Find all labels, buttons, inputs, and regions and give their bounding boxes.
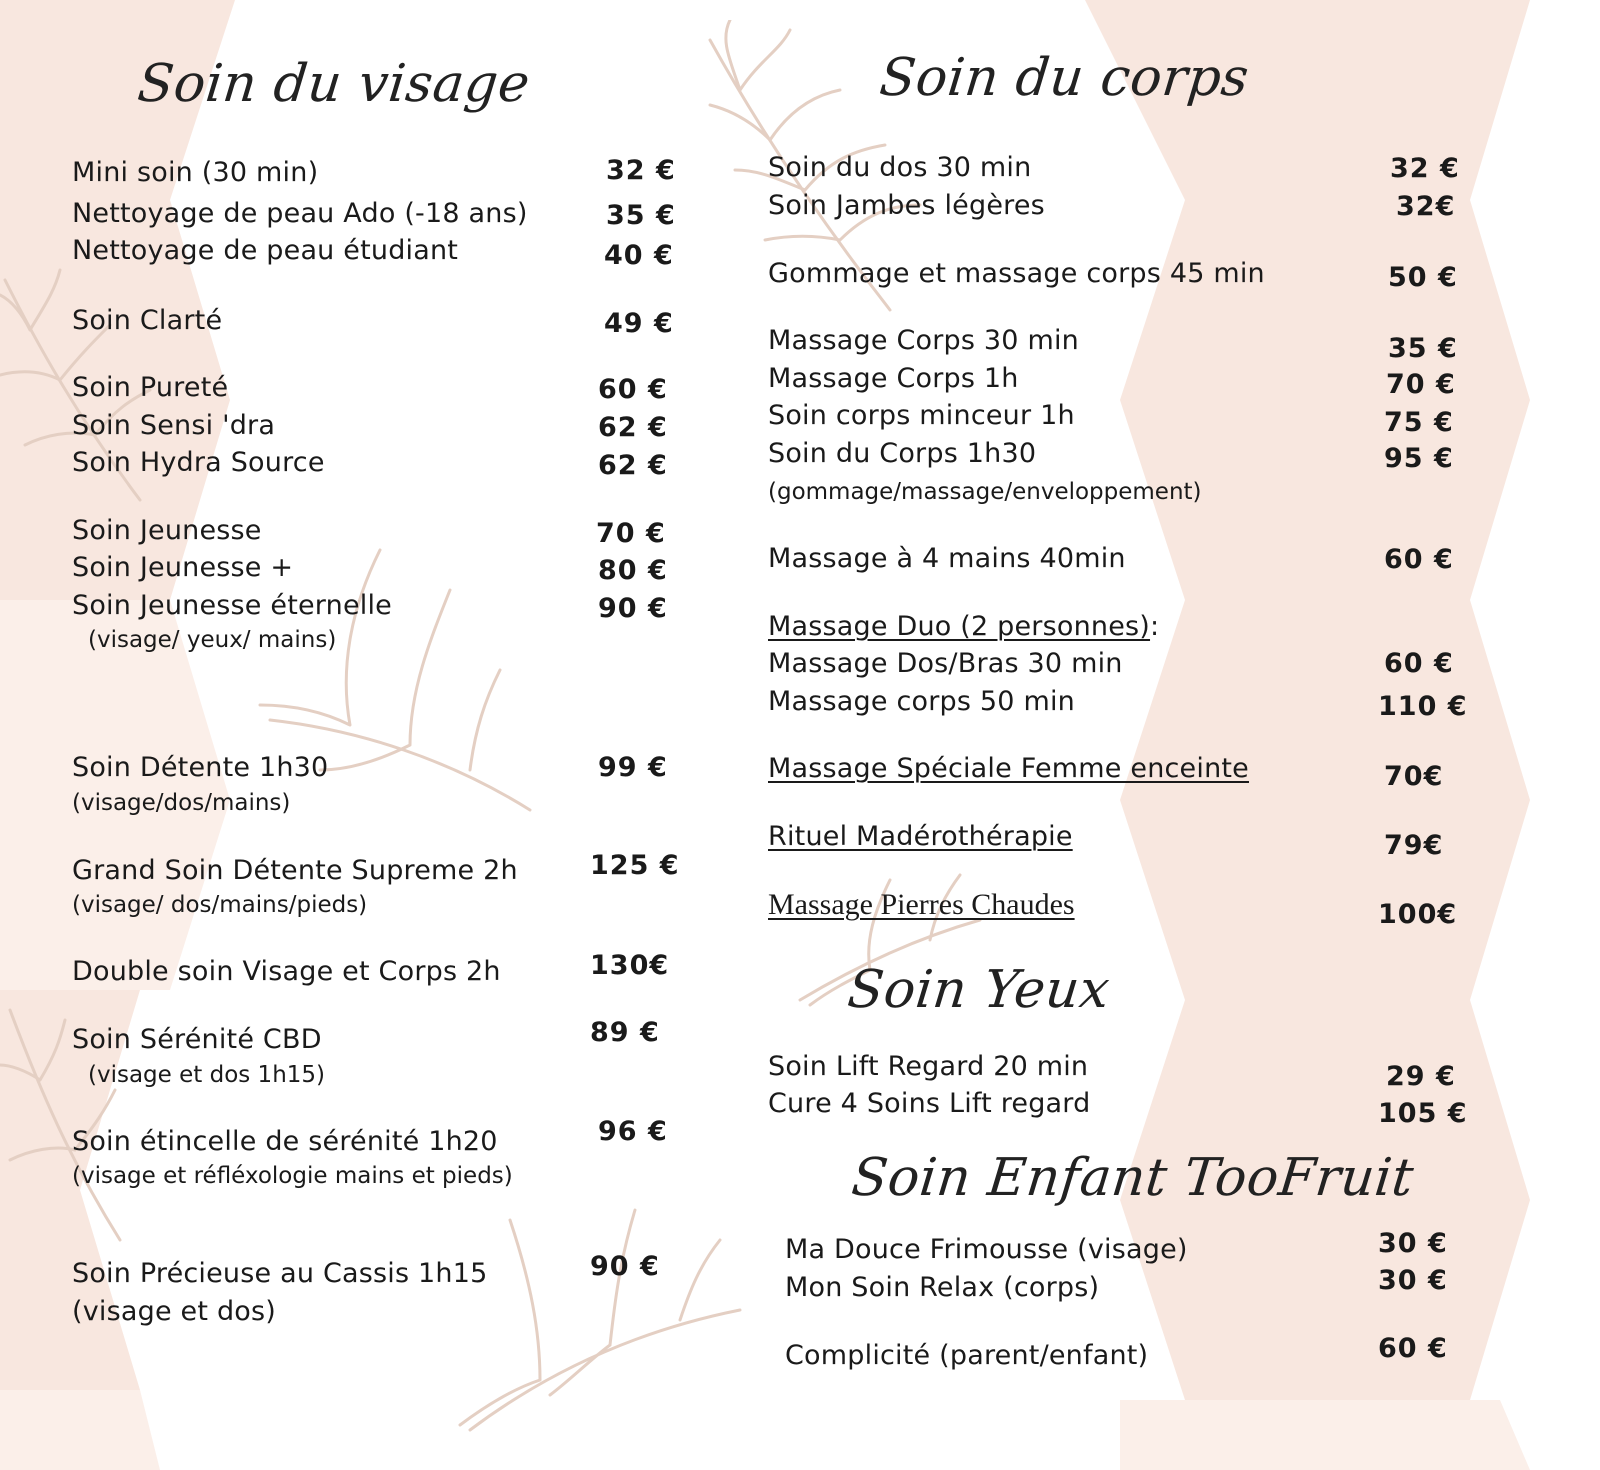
- visage-item-label: Soin étincelle de sérénité 1h20: [72, 1126, 498, 1157]
- visage-item-detail: (visage et réfléxologie mains et pieds): [72, 1163, 513, 1189]
- visage-item-detail: (visage et dos 1h15): [88, 1062, 326, 1088]
- corps-item-price: 35 €: [1388, 333, 1458, 364]
- visage-item-price: 90 €: [598, 593, 668, 624]
- corps-item-label: Gommage et massage corps 45 min: [768, 258, 1265, 289]
- corps-item-price: 110 €: [1378, 691, 1468, 722]
- corps-item-detail: (gommage/massage/enveloppement): [768, 479, 1202, 505]
- visage-item-label: Soin Sensi 'dra: [72, 410, 276, 441]
- corps-item-label: Massage Corps 30 min: [768, 325, 1079, 356]
- enfant-item-label: Complicité (parent/enfant): [785, 1340, 1149, 1371]
- visage-item-label: Soin Sérénité CBD: [72, 1024, 322, 1055]
- visage-item-label: Soin Pureté: [72, 372, 229, 403]
- visage-item-label: Mini soin (30 min): [72, 157, 319, 188]
- visage-item-label: Soin Clarté: [72, 305, 223, 336]
- visage-item-detail: (visage et dos): [72, 1296, 276, 1327]
- enfant-item-label: Mon Soin Relax (corps): [785, 1272, 1100, 1303]
- visage-item-price: 70 €: [596, 518, 666, 549]
- visage-item-detail: (visage/ yeux/ mains): [88, 627, 337, 653]
- enfant-item-label: Ma Douce Frimousse (visage): [785, 1234, 1188, 1265]
- visage-item-price: 125 €: [590, 850, 680, 881]
- enfant-item-price: 30 €: [1378, 1228, 1448, 1259]
- corps-item-label: Massage Corps 1h: [768, 363, 1019, 394]
- visage-item-price: 49 €: [604, 308, 674, 339]
- corps-item-price: 100€: [1378, 899, 1458, 930]
- visage-item-label: Soin Jeunesse +: [72, 552, 294, 583]
- yeux-item-price: 29 €: [1386, 1061, 1456, 1092]
- corps-item-price: 79€: [1384, 830, 1444, 861]
- visage-item-detail: (visage/dos/mains): [72, 790, 291, 816]
- corps-item-price: 70€: [1384, 761, 1444, 792]
- visage-item-label: Grand Soin Détente Supreme 2h: [72, 855, 518, 886]
- corps-item-label: Massage corps 50 min: [768, 686, 1075, 717]
- visage-item-price: 89 €: [590, 1017, 660, 1048]
- visage-item-price: 62 €: [598, 412, 668, 443]
- visage-item-label: Soin Hydra Source: [72, 447, 325, 478]
- corps-item-price: 60 €: [1384, 648, 1454, 679]
- visage-section-title: Soin du visage: [134, 54, 533, 114]
- visage-item-price: 32 €: [606, 155, 676, 186]
- visage-item-label: Soin Précieuse au Cassis 1h15: [72, 1258, 488, 1289]
- visage-item-price: 130€: [590, 950, 670, 981]
- corps-item-price: 70 €: [1386, 369, 1456, 400]
- massage-duo-heading-suffix: :: [1150, 611, 1160, 642]
- corps-item-price: 60 €: [1384, 544, 1454, 575]
- visage-item-price: 90 €: [590, 1251, 660, 1282]
- visage-item-label: Soin Détente 1h30: [72, 752, 329, 783]
- corps-item-label: Soin du dos 30 min: [768, 152, 1032, 183]
- enfant-item-price: 30 €: [1378, 1265, 1448, 1296]
- enfant-item-price: 60 €: [1378, 1333, 1448, 1364]
- corps-item-label: Soin Jambes légères: [768, 190, 1045, 221]
- yeux-item-label: Cure 4 Soins Lift regard: [768, 1088, 1091, 1119]
- corps-item-label: Soin corps minceur 1h: [768, 400, 1075, 431]
- corps-item-label: Rituel Madérothérapie: [768, 821, 1073, 852]
- visage-item-label: Soin Jeunesse: [72, 515, 262, 546]
- corps-item-label: Soin du Corps 1h30: [768, 438, 1037, 469]
- corps-item-price: 32€: [1396, 191, 1456, 222]
- visage-item-price: 96 €: [598, 1116, 668, 1147]
- visage-item-label: Nettoyage de peau Ado (-18 ans): [72, 198, 528, 229]
- visage-item-price: 60 €: [598, 374, 668, 405]
- yeux-item-price: 105 €: [1378, 1098, 1468, 1129]
- massage-duo-heading: [768, 611, 1159, 642]
- visage-item-detail: (visage/ dos/mains/pieds): [72, 892, 368, 918]
- corps-item-price: 75 €: [1384, 407, 1454, 438]
- massage-duo-heading-text: Massage Duo (2 personnes): [768, 611, 1151, 642]
- corps-item-price: 32 €: [1390, 153, 1460, 184]
- yeux-section-title: Soin Yeux: [844, 960, 1113, 1020]
- leaf-decoration-bottom: [440, 1180, 750, 1440]
- visage-item-label: Double soin Visage et Corps 2h: [72, 956, 501, 987]
- corps-item-label: Massage à 4 mains 40min: [768, 543, 1126, 574]
- visage-item-price: 40 €: [604, 240, 674, 271]
- corps-section-title: Soin du corps: [876, 48, 1252, 108]
- corps-item-price: 95 €: [1384, 443, 1454, 474]
- corps-item-price: 50 €: [1388, 262, 1458, 293]
- corps-item-label: Massage Spéciale Femme enceinte: [768, 753, 1249, 784]
- enfant-section-title: Soin Enfant TooFruit: [848, 1148, 1417, 1208]
- visage-item-label: Soin Jeunesse éternelle: [72, 590, 392, 621]
- visage-item-price: 80 €: [598, 555, 668, 586]
- corps-item-label: Massage Dos/Bras 30 min: [768, 648, 1123, 679]
- yeux-item-label: Soin Lift Regard 20 min: [768, 1051, 1089, 1082]
- visage-item-price: 62 €: [598, 450, 668, 481]
- visage-item-price: 99 €: [598, 752, 668, 783]
- visage-item-price: 35 €: [606, 200, 676, 231]
- visage-item-label: Nettoyage de peau étudiant: [72, 235, 459, 266]
- corps-item-label: Massage Pierres Chaudes: [768, 888, 1075, 921]
